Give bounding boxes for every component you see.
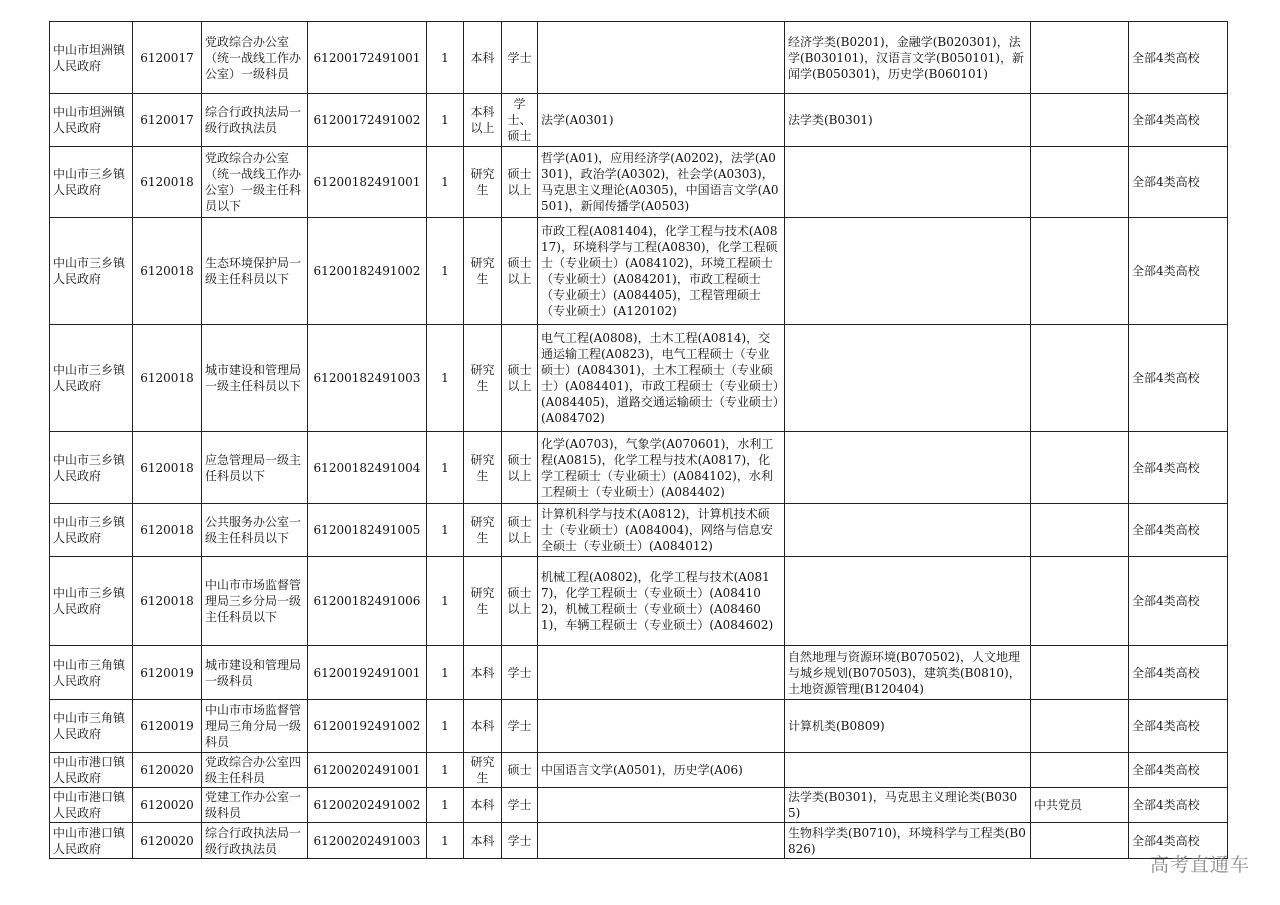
education-cell: 本科以上: [464, 94, 502, 147]
position-code-cell: 61200202491001: [308, 753, 427, 788]
education-cell: 本科: [464, 700, 502, 753]
position-code-cell: 61200192491001: [308, 646, 427, 700]
table-row: [50, 147, 1228, 218]
position-cell: 中山市市场监督管理局三角分局一级科员: [202, 700, 308, 753]
table-row: [50, 432, 1228, 504]
source-cell: 全部4类高校: [1129, 823, 1228, 859]
other-requirement-cell: [1031, 94, 1129, 147]
source-cell: 全部4类高校: [1129, 646, 1228, 700]
graduate-major-cell: [538, 788, 785, 823]
graduate-major-cell: 哲学(A01)，应用经济学(A0202)，法学(A0301)，政治学(A0302)，社会学(A0303)，马克思主义理论(A0305)，中国语言文学(A0501)，新闻传播学(A0503): [538, 147, 785, 218]
table-row: [50, 504, 1228, 557]
graduate-major-cell: 电气工程(A0808)，土木工程(A0814)，交通运输工程(A0823)，电气工程硕士（专业硕士）(A084301)，土木工程硕士（专业硕士）(A084401)，市政工程硕士（专业硕士）(A084405)，道路交通运输硕士（专业硕士）(A084702): [538, 325, 785, 432]
other-requirement-cell: [1031, 753, 1129, 788]
count-cell: 1: [427, 504, 464, 557]
source-cell: 全部4类高校: [1129, 94, 1228, 147]
other-requirement-cell: [1031, 22, 1129, 94]
org-cell: 中山市三角镇人民政府: [50, 700, 133, 753]
other-requirement-cell: [1031, 504, 1129, 557]
unit-code-cell: 6120018: [133, 218, 202, 325]
position-cell: 公共服务办公室一级主任科员以下: [202, 504, 308, 557]
unit-code-cell: 6120018: [133, 432, 202, 504]
table-row: [50, 557, 1228, 646]
unit-code-cell: 6120017: [133, 94, 202, 147]
degree-cell: 硕士以上: [502, 218, 538, 325]
count-cell: 1: [427, 218, 464, 325]
education-cell: 研究生: [464, 557, 502, 646]
position-cell: 综合行政执法局一级行政执法员: [202, 94, 308, 147]
org-cell: 中山市港口镇人民政府: [50, 823, 133, 859]
count-cell: 1: [427, 22, 464, 94]
undergraduate-major-cell: [785, 325, 1031, 432]
count-cell: 1: [427, 700, 464, 753]
position-cell: 城市建设和管理局一级科员: [202, 646, 308, 700]
undergraduate-major-cell: [785, 432, 1031, 504]
undergraduate-major-cell: 生物科学类(B0710)，环境科学与工程类(B0826): [785, 823, 1031, 859]
education-cell: 本科: [464, 22, 502, 94]
degree-cell: 硕士以上: [502, 557, 538, 646]
degree-cell: 学士: [502, 22, 538, 94]
degree-cell: 硕士以上: [502, 147, 538, 218]
source-cell: 全部4类高校: [1129, 147, 1228, 218]
table-row: [50, 700, 1228, 753]
unit-code-cell: 6120019: [133, 700, 202, 753]
degree-cell: 学士、硕士: [502, 94, 538, 147]
undergraduate-major-cell: [785, 753, 1031, 788]
source-cell: 全部4类高校: [1129, 325, 1228, 432]
graduate-major-cell: [538, 646, 785, 700]
position-code-cell: 61200182491002: [308, 218, 427, 325]
graduate-major-cell: 计算机科学与技术(A0812)，计算机技术硕士（专业硕士）(A084004)，网络与信息安全硕士（专业硕士）(A084012): [538, 504, 785, 557]
org-cell: 中山市三乡镇人民政府: [50, 504, 133, 557]
position-code-cell: 61200182491004: [308, 432, 427, 504]
graduate-major-cell: [538, 823, 785, 859]
source-cell: 全部4类高校: [1129, 788, 1228, 823]
graduate-major-cell: [538, 700, 785, 753]
undergraduate-major-cell: [785, 218, 1031, 325]
table-row: [50, 325, 1228, 432]
unit-code-cell: 6120018: [133, 147, 202, 218]
graduate-major-cell: 机械工程(A0802)，化学工程与技术(A0817)，化学工程硕士（专业硕士）(A084102)，机械工程硕士（专业硕士）(A084601)，车辆工程硕士（专业硕士）(A084602): [538, 557, 785, 646]
source-cell: 全部4类高校: [1129, 218, 1228, 325]
degree-cell: 硕士以上: [502, 432, 538, 504]
source-cell: 全部4类高校: [1129, 432, 1228, 504]
count-cell: 1: [427, 432, 464, 504]
unit-code-cell: 6120020: [133, 753, 202, 788]
unit-code-cell: 6120018: [133, 504, 202, 557]
other-requirement-cell: [1031, 147, 1129, 218]
count-cell: 1: [427, 646, 464, 700]
undergraduate-major-cell: 经济学类(B0201)，金融学(B020301)，法学(B030101)，汉语言文学(B050101)，新闻学(B050301)，历史学(B060101): [785, 22, 1031, 94]
education-cell: 本科: [464, 646, 502, 700]
org-cell: 中山市三角镇人民政府: [50, 646, 133, 700]
position-code-cell: 61200172491001: [308, 22, 427, 94]
position-cell: 生态环境保护局一级主任科员以下: [202, 218, 308, 325]
source-cell: 全部4类高校: [1129, 700, 1228, 753]
org-cell: 中山市坦洲镇人民政府: [50, 22, 133, 94]
source-cell: 全部4类高校: [1129, 753, 1228, 788]
count-cell: 1: [427, 823, 464, 859]
position-cell: 党政综合办公室四级主任科员: [202, 753, 308, 788]
undergraduate-major-cell: [785, 557, 1031, 646]
unit-code-cell: 6120018: [133, 325, 202, 432]
education-cell: 研究生: [464, 432, 502, 504]
source-cell: 全部4类高校: [1129, 504, 1228, 557]
table-body: [50, 22, 1228, 859]
graduate-major-cell: 法学(A0301): [538, 94, 785, 147]
education-cell: 研究生: [464, 147, 502, 218]
other-requirement-cell: [1031, 325, 1129, 432]
table-row: [50, 22, 1228, 94]
unit-code-cell: 6120019: [133, 646, 202, 700]
undergraduate-major-cell: [785, 147, 1031, 218]
org-cell: 中山市港口镇人民政府: [50, 788, 133, 823]
graduate-major-cell: 市政工程(A081404)，化学工程与技术(A0817)，环境科学与工程(A0830)，化学工程硕士（专业硕士）(A084102)，环境工程硕士（专业硕士）(A084201)，市政工程硕士（专业硕士）(A084405)，工程管理硕士（专业硕士）(A120102): [538, 218, 785, 325]
table-row: [50, 753, 1228, 788]
watermark-text: 高考直通车: [1149, 854, 1250, 876]
org-cell: 中山市三乡镇人民政府: [50, 557, 133, 646]
education-cell: 本科: [464, 788, 502, 823]
undergraduate-major-cell: 法学类(B0301)，马克思主义理论类(B0305): [785, 788, 1031, 823]
table-row: [50, 823, 1228, 859]
org-cell: 中山市港口镇人民政府: [50, 753, 133, 788]
count-cell: 1: [427, 753, 464, 788]
count-cell: 1: [427, 94, 464, 147]
source-cell: 全部4类高校: [1129, 22, 1228, 94]
unit-code-cell: 6120020: [133, 823, 202, 859]
count-cell: 1: [427, 325, 464, 432]
position-cell: 党政综合办公室（统一战线工作办公室）一级主任科员以下: [202, 147, 308, 218]
other-requirement-cell: [1031, 646, 1129, 700]
degree-cell: 学士: [502, 823, 538, 859]
position-cell: 应急管理局一级主任科员以下: [202, 432, 308, 504]
table-row: [50, 218, 1228, 325]
graduate-major-cell: 化学(A0703)，气象学(A070601)，水利工程(A0815)，化学工程与技术(A0817)，化学工程硕士（专业硕士）(A084102)，水利工程硕士（专业硕士）(A084402): [538, 432, 785, 504]
org-cell: 中山市坦洲镇人民政府: [50, 94, 133, 147]
position-cell: 综合行政执法局一级行政执法员: [202, 823, 308, 859]
degree-cell: 学士: [502, 700, 538, 753]
degree-cell: 硕士以上: [502, 504, 538, 557]
unit-code-cell: 6120020: [133, 788, 202, 823]
other-requirement-cell: [1031, 823, 1129, 859]
other-requirement-cell: 中共党员: [1031, 788, 1129, 823]
position-code-cell: 61200182491003: [308, 325, 427, 432]
unit-code-cell: 6120017: [133, 22, 202, 94]
table-row: [50, 788, 1228, 823]
recruitment-table: [49, 21, 1228, 859]
degree-cell: 学士: [502, 788, 538, 823]
graduate-major-cell: [538, 22, 785, 94]
undergraduate-major-cell: 计算机类(B0809): [785, 700, 1031, 753]
table-row: [50, 646, 1228, 700]
position-cell: 党政综合办公室（统一战线工作办公室）一级科员: [202, 22, 308, 94]
position-code-cell: 61200192491002: [308, 700, 427, 753]
org-cell: 中山市三乡镇人民政府: [50, 218, 133, 325]
education-cell: 研究生: [464, 325, 502, 432]
degree-cell: 学士: [502, 646, 538, 700]
education-cell: 研究生: [464, 504, 502, 557]
education-cell: 本科: [464, 823, 502, 859]
position-code-cell: 61200202491003: [308, 823, 427, 859]
graduate-major-cell: 中国语言文学(A0501)，历史学(A06): [538, 753, 785, 788]
other-requirement-cell: [1031, 557, 1129, 646]
other-requirement-cell: [1031, 432, 1129, 504]
unit-code-cell: 6120018: [133, 557, 202, 646]
education-cell: 研究生: [464, 218, 502, 325]
position-code-cell: 61200202491002: [308, 788, 427, 823]
position-code-cell: 61200182491006: [308, 557, 427, 646]
position-cell: 中山市市场监督管理局三乡分局一级主任科员以下: [202, 557, 308, 646]
table-row: [50, 94, 1228, 147]
degree-cell: 硕士: [502, 753, 538, 788]
undergraduate-major-cell: [785, 504, 1031, 557]
position-code-cell: 61200182491005: [308, 504, 427, 557]
other-requirement-cell: [1031, 700, 1129, 753]
undergraduate-major-cell: 法学类(B0301): [785, 94, 1031, 147]
undergraduate-major-cell: 自然地理与资源环境(B070502)，人文地理与城乡规划(B070503)，建筑类(B0810)，土地资源管理(B120404): [785, 646, 1031, 700]
count-cell: 1: [427, 788, 464, 823]
position-code-cell: 61200172491002: [308, 94, 427, 147]
position-code-cell: 61200182491001: [308, 147, 427, 218]
position-cell: 党建工作办公室一级科员: [202, 788, 308, 823]
count-cell: 1: [427, 557, 464, 646]
org-cell: 中山市三乡镇人民政府: [50, 147, 133, 218]
org-cell: 中山市三乡镇人民政府: [50, 325, 133, 432]
degree-cell: 硕士以上: [502, 325, 538, 432]
source-cell: 全部4类高校: [1129, 557, 1228, 646]
org-cell: 中山市三乡镇人民政府: [50, 432, 133, 504]
education-cell: 研究生: [464, 753, 502, 788]
position-cell: 城市建设和管理局一级主任科员以下: [202, 325, 308, 432]
other-requirement-cell: [1031, 218, 1129, 325]
count-cell: 1: [427, 147, 464, 218]
